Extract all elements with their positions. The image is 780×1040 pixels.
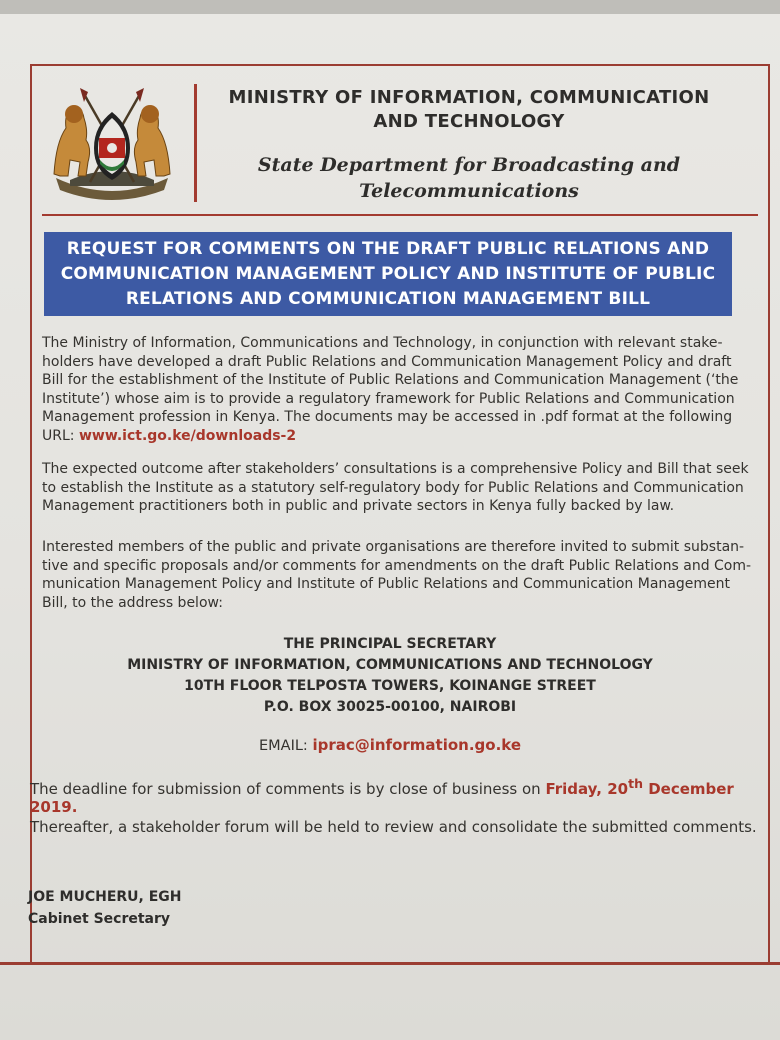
signature-block: [28, 886, 328, 930]
postal-address: [110, 634, 670, 718]
paragraph-invitation: Interested members of the public and private organisations are therefore invited to submit substantive and specific proposals and/or comments for amendments on the draft Public Relations and Communication Management Policy and Institute of Public Relations and Communication Management Bill, to the address below:: [42, 539, 752, 611]
header-divider: [194, 84, 197, 202]
documents-url-link[interactable]: www.ict.go.ke/downloads-2: [78, 427, 297, 444]
signatory-title: Cabinet Secretary: [28, 911, 171, 927]
signatory-name: JOE MUCHERU, EGH: [28, 889, 182, 905]
address-line-3: 10TH FLOOR TELPOSTA TOWERS, KOINANGE STREET: [184, 678, 596, 694]
department-name: State Department for Broadcasting and Telecommunications: [257, 154, 681, 202]
ministry-name: MINISTRY OF INFORMATION, COMMUNICATION AND TECHNOLOGY: [228, 87, 710, 132]
deadline-date-month-year: December 2019.: [30, 780, 734, 816]
deadline-date-day: Friday, 20: [545, 780, 629, 798]
address-line-2: MINISTRY OF INFORMATION, COMMUNICATIONS AND TECHNOLOGY: [127, 657, 653, 673]
forum-statement: Thereafter, a stakeholder forum will be held to review and consolidate the submitted comments.: [30, 818, 757, 836]
notice-title-banner: REQUEST FOR COMMENTS ON THE DRAFT PUBLIC RELATIONS AND COMMUNICATION MANAGEMENT POLICY AND INSTITUTE OF PUBLIC RELATIONS AND COMMUNICATION MANAGEMENT BILL: [44, 232, 732, 316]
paragraph-outcome: The expected outcome after stakeholders’ consultations is a comprehensive Policy and Bill that seek to establish the Institute as a statutory self-regulatory body for Public Relations and Communication Management practitioners both in public and private sectors in Kenya fully backed by law.: [42, 461, 749, 514]
email-line: [110, 736, 670, 754]
header-rule: [42, 214, 758, 216]
email-link[interactable]: iprac@information.go.ke: [312, 736, 522, 754]
paragraph-intro: [42, 334, 756, 445]
paragraph-intro-text: The Ministry of Information, Communications and Technology, in conjunction with relevant stakeholders have developed a draft Public Relations and Communication Management Policy and draft Bill for the establishment of the Institute of Public Relations and Communication Management (‘the Institute’) whose aim is to provide a regulatory framework for Public Relations and Communication Management profession in Kenya. The documents may be accessed in .pdf format at the following URL:: [42, 335, 739, 444]
address-line-4: P.O. BOX 30025-00100, NAIROBI: [263, 699, 517, 715]
top-edge-shadow: [0, 0, 780, 14]
deadline-statement: [30, 776, 770, 816]
address-line-1: THE PRINCIPAL SECRETARY: [283, 636, 497, 652]
notice-header: [44, 78, 764, 210]
email-label: EMAIL:: [258, 738, 313, 754]
coat-of-arms-icon: [46, 82, 178, 200]
bottom-rule: [0, 962, 780, 965]
deadline-date-suffix: th: [628, 776, 643, 791]
deadline-text: The deadline for submission of comments is by close of business on: [30, 780, 546, 798]
